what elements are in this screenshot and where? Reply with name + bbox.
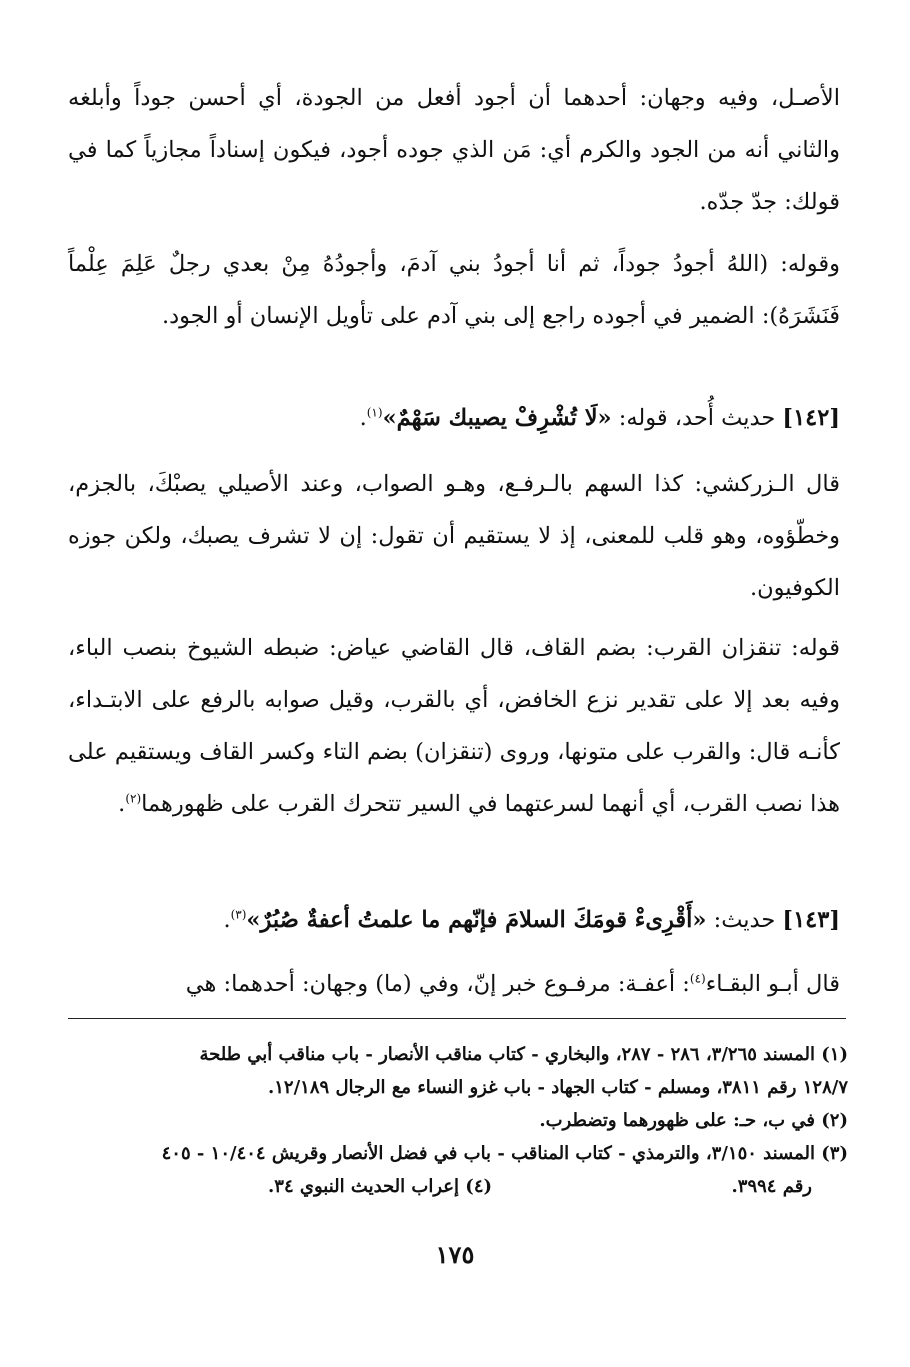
paragraph-text: قوله: تنقزان القرب: بضم القاف، قال القاضي عياض: ضبطه الشيوخ بنصب الباء، وفيه بعد إلا على تقدير نزع الخافض، أي بالقرب، وقيل صوابه بالرفع على الابتـداء، كأنـه قال: والقرب على متونها، وروى (تنقزان) بضم التاء وكسر القاف ويستقيم على هذا نصب القرب، أي أنهما لسرعتهما في السير تتحرك القرب على ظهورهما: [68, 635, 840, 817]
hadith-number: [١٤٢]: [782, 405, 840, 431]
footnote-3-line-1: (٣) المسند ٣/١٥٠، والترمذي - كتاب المناقب - باب في فضل الأنصار وقريش ١٠/٤٠٤ - ٤٠٥: [161, 1143, 848, 1164]
footnote-2: (٢) في ب، حـ: على ظهورهما وتضطرب.: [539, 1110, 848, 1131]
footnote-4: (٤) إعراب الحديث النبوي ٣٤.: [268, 1176, 493, 1197]
paragraph-zarkashi: قال الـزركشي: كذا السهم بالـرفـع، وهـو الصواب، وعند الأصيلي يصبْكَ، بالجزم، وخطّؤوه، وهو قلب للمعنى، إذ لا يستقيم أن تقول: إن لا تشرف يصبك، ولكن جوزه الكوفيون.: [68, 471, 840, 601]
hadith-quote: «أَقْرِىءْ قومَكَ السلامَ فإنّهم ما علمتُ أعفةٌ صُبُرٌ»: [246, 907, 707, 933]
paragraph-text: قال أبـو البقـاء: [705, 971, 840, 997]
paragraph-abu-albaqa: [68, 958, 840, 1010]
footnote-divider: [68, 1018, 846, 1019]
paragraph-jawdah: الأصـل، وفيه وجهان: أحدهما أن أجود أفعل من الجودة، أي أحسن جوداً وأبلغه والثاني أنه من الجود والكرم أي: مَن الذي جوده أجود، فيكون إسناداً مجازياً كما في قولك: جدّ جدّه.: [68, 85, 840, 215]
page-number: ١٧٥: [435, 1240, 475, 1269]
footnote-3-line-2: رقم ٣٩٩٤.: [731, 1176, 812, 1197]
footnote-ref: (١): [366, 405, 383, 420]
paragraph-hadith-quote: وقوله: (اللهُ أجودُ جوداً، ثم أنا أجودُ بني آدمَ، وأجودُهُ مِنْ بعدي رجلٌ عَلِمَ عِلْماً فَنَشَرَهُ): الضمير في أجوده راجع إلى بني آدم على تأويل الإنسان أو الجود.: [68, 251, 840, 329]
heading-end-mark: .: [359, 405, 367, 431]
paragraph-text-rest: : أعفـة: مرفـوع خبر إنّ، وفي (ما) وجهان: أحدهما: هي: [185, 971, 690, 997]
paragraph-end-mark: .: [118, 791, 126, 817]
footnote-ref: (٢): [125, 791, 142, 806]
hadith-heading-143: [68, 894, 840, 946]
hadith-quote: «لَا تُشْرِفْ يصيبك سَهْمٌ»: [382, 405, 612, 431]
footnotes: [68, 1038, 848, 1203]
paragraph-tanqizan: [68, 622, 840, 830]
hadith-label: حديث:: [713, 907, 776, 933]
hadith-label: حديث أُحد، قوله:: [618, 405, 776, 431]
heading-end-mark: .: [223, 907, 231, 933]
hadith-number: [١٤٣]: [782, 907, 840, 933]
footnote-ref: (٤): [689, 971, 706, 986]
footnote-1-line-2: ١٢٨/٧ رقم ٣٨١١، ومسلم - كتاب الجهاد - باب غزو النساء مع الرجال ١٢/١٨٩.: [267, 1077, 848, 1098]
footnote-row: [68, 1170, 848, 1203]
footnote-ref: (٣): [230, 907, 247, 922]
hadith-heading-142: [68, 392, 840, 444]
footnote-1-line-1: (١) المسند ٣/٢٦٥، ٢٨٦ - ٢٨٧، والبخاري - كتاب مناقب الأنصار - باب مناقب أبي طلحة: [199, 1044, 848, 1065]
